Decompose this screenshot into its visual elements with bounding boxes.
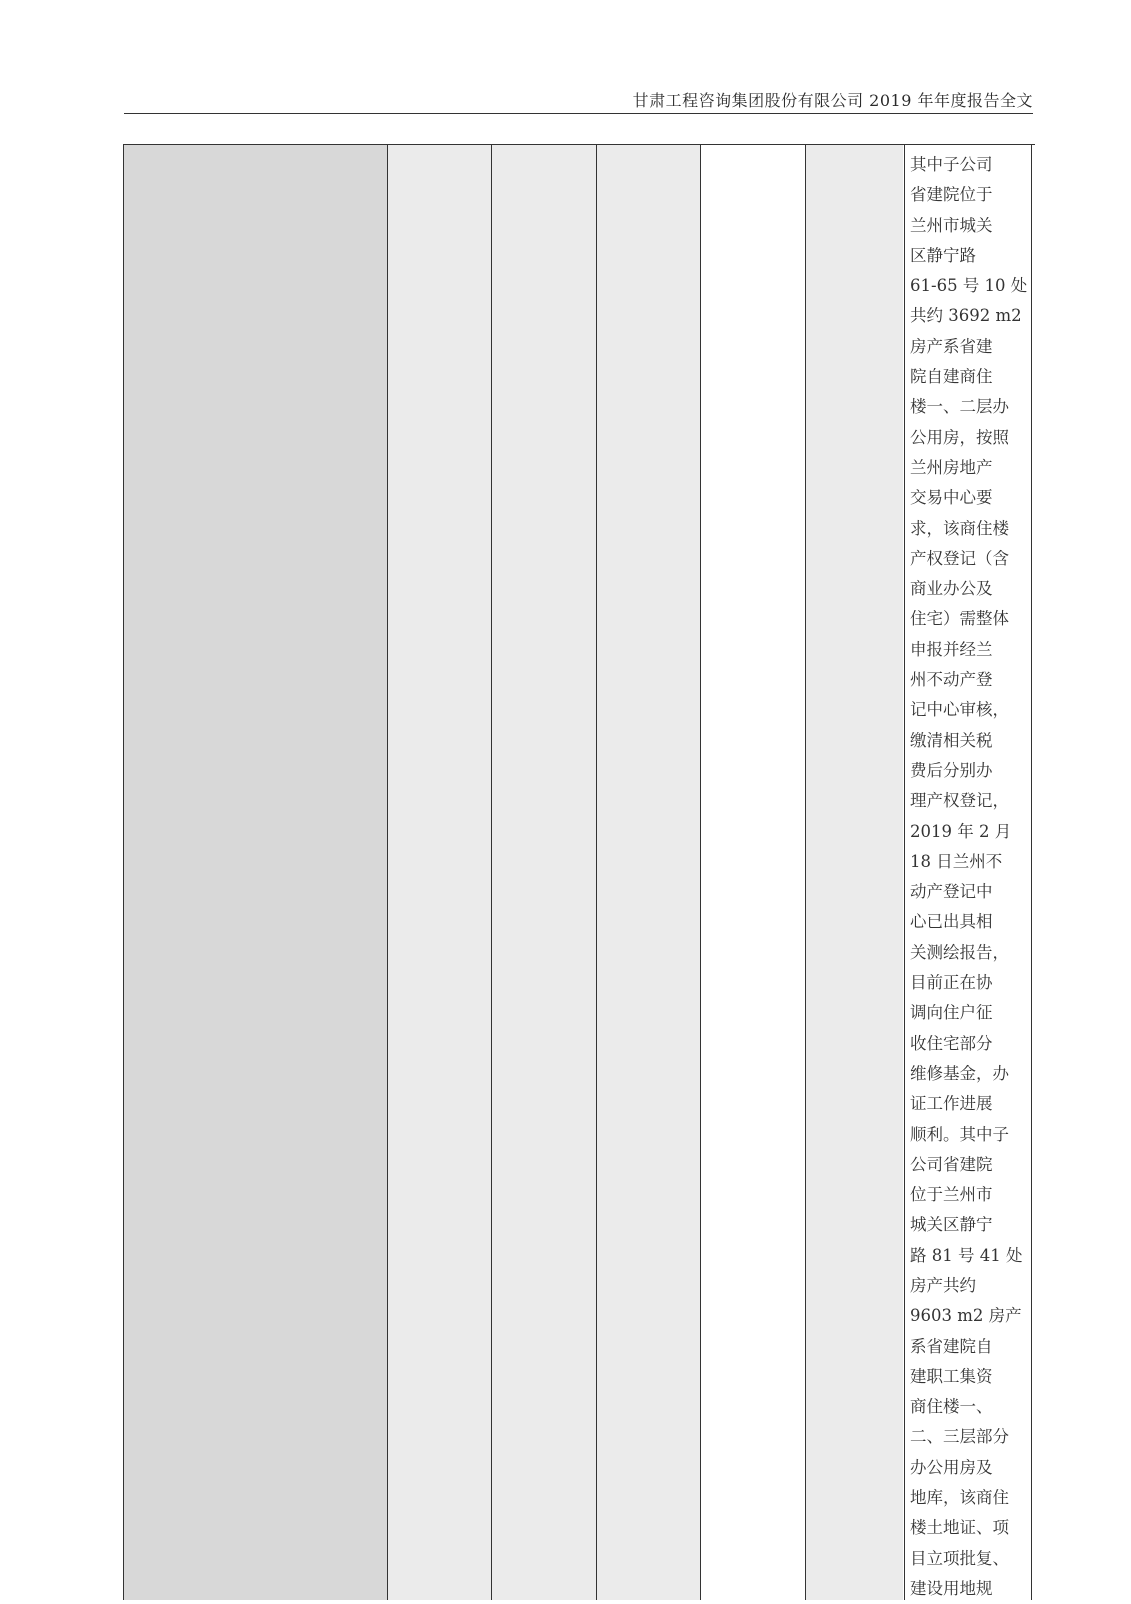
cell-text-line: 路 81 号 41 处	[910, 1245, 1023, 1265]
cell-text-line: 记中心审核，	[910, 700, 1009, 720]
cell-text-line: 兰州市城关	[910, 215, 993, 235]
table-divider	[491, 144, 492, 1600]
cell-text-line: 兰州房地产	[910, 457, 993, 477]
cell-text-line: 理产权登记，	[910, 791, 1009, 811]
cell-text-line: 顺利。其中子	[910, 1124, 1009, 1144]
cell-text-line: 房产系省建	[910, 336, 993, 356]
cell-text-line: 证工作进展	[910, 1094, 993, 1114]
cell-text-line: 公用房，按照	[910, 427, 1009, 447]
cell-text-line: 省建院位于	[910, 185, 993, 205]
cell-text-line: 关测绘报告，	[910, 942, 1009, 962]
table-top-border	[123, 144, 1035, 145]
cell-text-line: 建职工集资	[910, 1366, 993, 1386]
cell-text-line: 目前正在协	[910, 973, 993, 993]
cell-text-line: 商业办公及	[910, 579, 993, 599]
cell-text-line: 共约 3692 m2	[910, 306, 1022, 326]
cell-text-line: 院自建商住	[910, 367, 993, 387]
cell-text-line: 产权登记（含	[910, 548, 1009, 568]
cell-text-line: 61-65 号 10 处	[910, 276, 1028, 296]
table-border	[1031, 144, 1032, 1600]
cell-text-line: 系省建院自	[910, 1336, 993, 1356]
cell-text-line: 维修基金，办	[910, 1063, 1009, 1083]
table-divider	[904, 144, 905, 1600]
cell-text-line: 交易中心要	[910, 488, 993, 508]
report-table	[123, 144, 1035, 1600]
cell-text-line: 位于兰州市	[910, 1185, 993, 1205]
cell-text-line: 区静宁路	[910, 245, 976, 265]
table-divider	[387, 144, 388, 1600]
cell-text-line: 申报并经兰	[910, 639, 993, 659]
cell-text-line: 房产共约	[910, 1275, 976, 1295]
cell-text-line: 建设用地规	[910, 1578, 993, 1598]
cell-text-line: 公司省建院	[910, 1154, 993, 1174]
header-rule	[124, 113, 1033, 114]
cell-text-line: 18 日兰州不	[910, 851, 1003, 871]
cell-text-line: 9603 m2 房产	[910, 1306, 1022, 1326]
cell-text-line: 其中子公司	[910, 155, 993, 174]
cell-text-line: 目立项批复、	[910, 1548, 1009, 1568]
cell-text-line: 楼土地证、项	[910, 1518, 1009, 1538]
table-column-4	[597, 145, 700, 1600]
cell-text-line: 缴清相关税	[910, 730, 993, 750]
report-header-title: 甘肃工程咨询集团股份有限公司 2019 年年度报告全文	[632, 91, 1033, 110]
cell-text-line: 费后分别办	[910, 760, 993, 780]
cell-text-line: 二、三层部分	[910, 1427, 1009, 1447]
cell-text-line: 办公用房及	[910, 1457, 993, 1477]
table-divider	[805, 144, 806, 1600]
table-column-1	[124, 145, 387, 1600]
table-divider	[700, 144, 701, 1600]
cell-text-line: 州不动产登	[910, 670, 993, 690]
table-cell-property-description	[910, 150, 1028, 1604]
table-divider	[596, 144, 597, 1600]
cell-text-line: 地库，该商住	[910, 1488, 1009, 1508]
table-column-2	[388, 145, 491, 1600]
cell-text-line: 收住宅部分	[910, 1033, 993, 1053]
cell-text-line: 城关区静宁	[910, 1215, 993, 1235]
cell-text-line: 2019 年 2 月	[910, 821, 1012, 841]
cell-text-line: 商住楼一、	[910, 1397, 993, 1417]
cell-text-line: 住宅）需整体	[910, 609, 1009, 629]
cell-text-line: 动产登记中	[910, 882, 993, 902]
table-border	[123, 144, 124, 1600]
cell-text-line: 楼一、二层办	[910, 397, 1009, 417]
table-column-6	[806, 145, 903, 1600]
cell-text-line: 心已出具相	[910, 912, 993, 932]
table-column-3	[492, 145, 596, 1600]
cell-text-line: 求，该商住楼	[910, 518, 1009, 538]
cell-text-line: 调向住户征	[910, 1003, 993, 1023]
